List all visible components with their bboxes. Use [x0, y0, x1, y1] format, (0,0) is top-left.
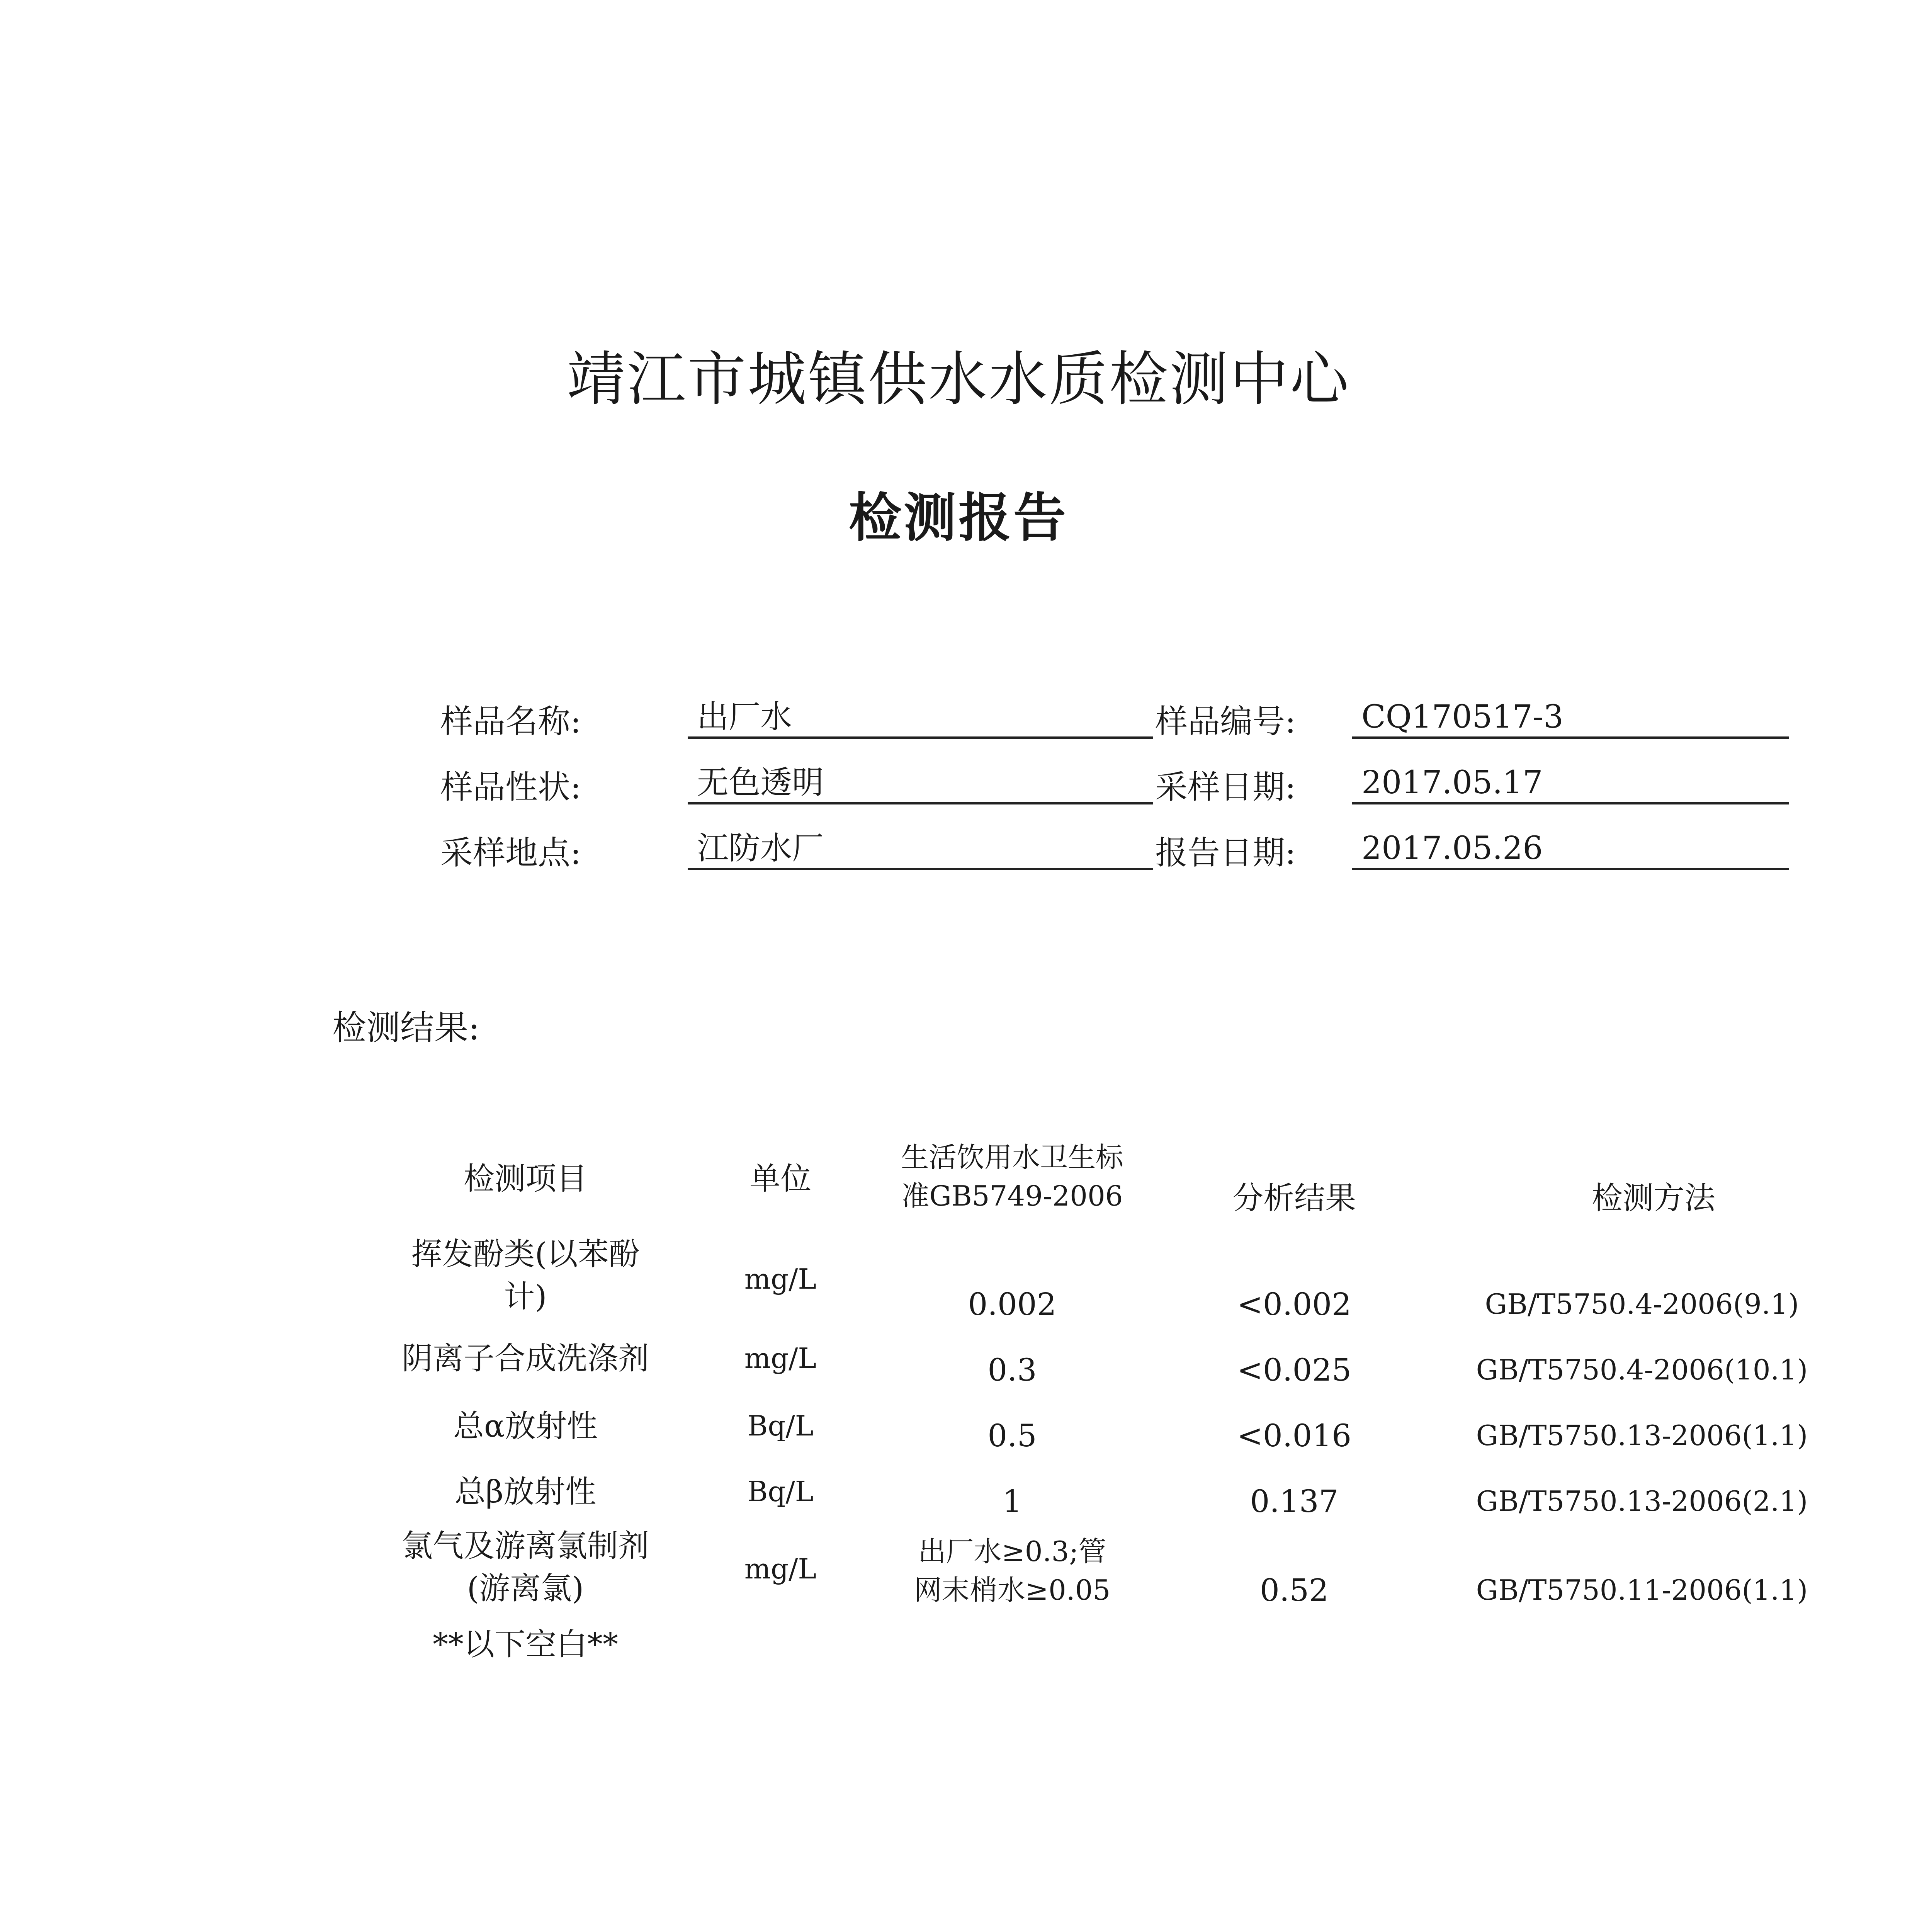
- row4-method: GB/T5750.13-2006(2.1): [1476, 1485, 1808, 1517]
- sample-name-label: 样品名称:: [440, 702, 581, 740]
- results-heading: 检测结果:: [332, 1008, 480, 1048]
- sample-no-value: CQ170517-3: [1352, 696, 1789, 739]
- row5-item-line1: 氯气及游离氯制剂: [402, 1528, 649, 1564]
- row5-item-line2: (游离氯): [467, 1570, 584, 1606]
- header-result: 分析结果: [1232, 1180, 1356, 1216]
- row3-item: 总α放射性: [453, 1408, 598, 1444]
- header-standard-line2: 准GB5749-2006: [901, 1180, 1123, 1212]
- row5-result: 0.52: [1259, 1572, 1329, 1608]
- row3-unit: Bq/L: [747, 1410, 814, 1442]
- row5-method: GB/T5750.11-2006(1.1): [1476, 1574, 1808, 1606]
- row5-unit: mg/L: [744, 1553, 817, 1585]
- row2-standard: 0.3: [987, 1352, 1037, 1388]
- row2-item: 阴离子合成洗涤剂: [402, 1340, 649, 1376]
- row3-method: GB/T5750.13-2006(1.1): [1476, 1419, 1808, 1452]
- row2-result: <0.025: [1237, 1352, 1352, 1388]
- row4-result: 0.137: [1250, 1483, 1339, 1519]
- header-item: 检测项目: [464, 1161, 587, 1197]
- header-unit: 单位: [749, 1161, 811, 1197]
- row4-unit: Bq/L: [747, 1475, 814, 1508]
- row1-item-line1: 挥发酚类(以苯酚: [411, 1236, 640, 1272]
- row1-item-line2: 计): [504, 1279, 547, 1315]
- sampling-date-label: 采样日期:: [1155, 768, 1296, 806]
- sample-name-value: 出厂水: [688, 696, 1153, 739]
- header-method: 检测方法: [1592, 1180, 1715, 1216]
- sampling-site-value: 江防水厂: [688, 827, 1153, 870]
- row2-method: GB/T5750.4-2006(10.1): [1476, 1354, 1808, 1386]
- row1-unit: mg/L: [744, 1263, 817, 1295]
- row5-standard-line2: 网末梢水≥0.05: [914, 1574, 1111, 1606]
- header-standard-line1: 生活饮用水卫生标: [901, 1141, 1123, 1173]
- report-title: 检测报告: [849, 487, 1068, 549]
- row1-result: <0.002: [1237, 1286, 1352, 1322]
- end-note: **以下空白**: [433, 1626, 618, 1662]
- sample-no-label: 样品编号:: [1155, 702, 1296, 740]
- sample-state-value: 无色透明: [688, 761, 1153, 804]
- row3-standard: 0.5: [987, 1418, 1037, 1454]
- report-date-value: 2017.05.26: [1352, 827, 1789, 870]
- report-date-label: 报告日期:: [1155, 834, 1296, 872]
- sample-state-label: 样品性状:: [440, 768, 581, 806]
- row3-result: <0.016: [1237, 1418, 1352, 1454]
- sampling-site-label: 采样地点:: [440, 834, 581, 872]
- row1-method: GB/T5750.4-2006(9.1): [1485, 1288, 1799, 1320]
- organization-name: 靖江市城镇供水水质检测中心: [567, 345, 1350, 413]
- row4-standard: 1: [1002, 1483, 1022, 1519]
- row4-item: 总β放射性: [454, 1474, 597, 1510]
- row1-standard: 0.002: [968, 1286, 1057, 1322]
- sampling-date-value: 2017.05.17: [1352, 761, 1789, 804]
- row5-standard-line1: 出厂水≥0.3;管: [918, 1535, 1106, 1568]
- row2-unit: mg/L: [744, 1342, 817, 1374]
